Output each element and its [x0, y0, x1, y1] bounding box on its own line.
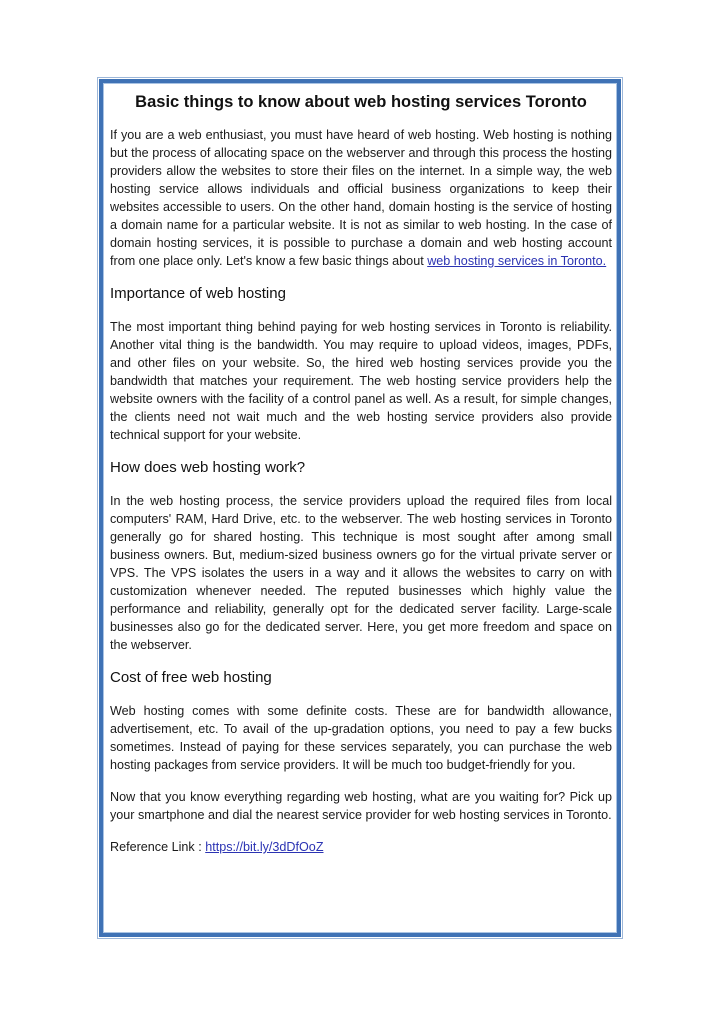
section-heading-cost: Cost of free web hosting [110, 669, 272, 686]
section-heading-importance: Importance of web hosting [110, 285, 286, 302]
intro-paragraph [110, 126, 612, 270]
closing-paragraph: Now that you know everything regarding web hosting, what are you waiting for? Pick up your smartphone and dial the nearest service provider for web hosting services in Toronto. [110, 790, 612, 822]
section-body-importance: The most important thing behind paying for web hosting services in Toronto is reliability. Another vital thing is the bandwidth. You may require to upload videos, images, PDFs, and other files on your website. So, the hired web hosting services provide you the bandwidth that matches your requirement. The web hosting service providers help the website owners with the facility of a control panel as well. As a result, for simple changes, the clients need not wait much and the web hosting service providers also provide technical support for your website. [110, 320, 612, 442]
page-border [97, 77, 623, 939]
section-heading-how-it-works: How does web hosting work? [110, 459, 306, 476]
reference-label: Reference Link : [110, 840, 206, 854]
section-body-how-it-works: In the web hosting process, the service providers upload the required files from local computers' RAM, Hard Drive, etc. to the webserver. The web hosting services in Toronto generally go for shared hosting. This technique is most sought after among small business owners. But, medium-sized business owners go for the virtual private server or VPS. The VPS isolates the users in a way and it allows the websites to carry on with customization whenever needed. The reputed businesses which highly value the performance and reliability, generally opt for the dedicated server facility. Large-scale businesses also go for the dedicated server. Here, you get more freedom and space on the webserver. [110, 494, 612, 652]
reference-link[interactable]: https://bit.ly/3dDfOoZ [205, 840, 324, 854]
web-hosting-toronto-link[interactable]: web hosting services in Toronto. [427, 254, 607, 268]
intro-text: If you are a web enthusiast, you must have heard of web hosting. Web hosting is nothing but the process of allocating space on the webserver and through this process the hosting providers allow the websites to store their files on the internet. In a simple way, the web hosting service allows individuals and official business organizations to keep their websites accessible to users. On the other hand, domain hosting is the service of hosting a domain name for a particular website. It is not as similar to web hosting. In the case of domain hosting services, it is possible to purchase a domain and web hosting account from one place only. Let's know a few basic things about [110, 128, 612, 268]
reference-line [110, 838, 612, 856]
document-title: Basic things to know about web hosting services Toronto [135, 93, 587, 111]
section-body-cost: Web hosting comes with some definite costs. These are for bandwidth allowance, advertisement, etc. To avail of the up-gradation options, you need to pay a few bucks sometimes. Instead of paying for these services separately, you can purchase the web hosting packages from service providers. It will be much too budget-friendly for you. [110, 704, 612, 772]
document-content [110, 88, 612, 856]
